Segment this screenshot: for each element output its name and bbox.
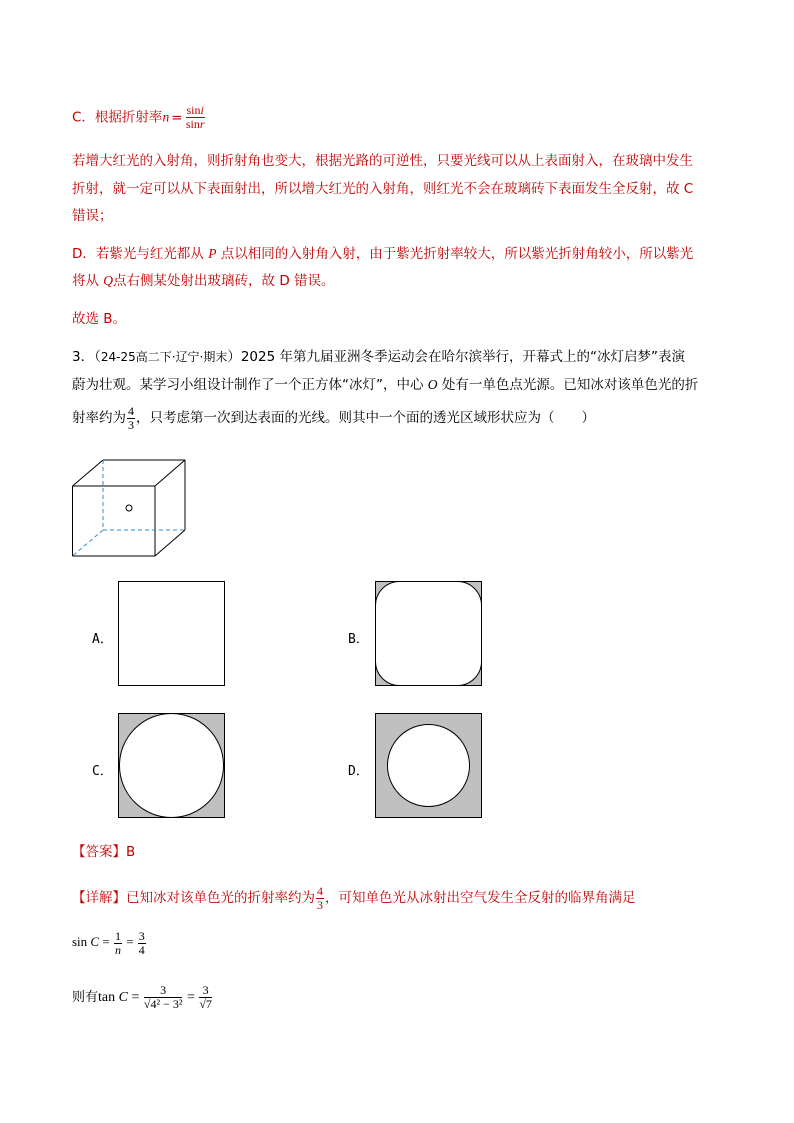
var-r: r (199, 117, 205, 131)
frac-den: n (114, 942, 121, 957)
option-d-figure (375, 713, 483, 819)
var-c: C (118, 990, 128, 1005)
solution-c-line3: 错误； (72, 208, 113, 224)
solution-c-line2: 折射，就一定可以从下表面射出，所以增大红光的入射角，则红光不会在玻璃砖下表面发生全反射，故 C (72, 181, 694, 197)
frac-num: 4 (128, 403, 134, 418)
sin-text: sin (185, 117, 200, 131)
question3-line2 (72, 378, 698, 392)
fraction-4-3 (316, 885, 324, 912)
equals-sign: = (131, 990, 140, 1005)
solution-c-line1: 若增大红光的入射角，则折射角也变大，根据光路的可逆性，只要光线可以从上表面射入，在玻璃中发生 (72, 153, 693, 169)
point-q: Q (103, 273, 114, 288)
text: 射率约为 (72, 410, 126, 426)
var-i: i (200, 103, 204, 117)
option-a-figure (118, 581, 226, 687)
frac-den: √4² − 3² (143, 997, 183, 1012)
text: 2025 年第九届亚洲冬季运动会在哈尔滨举行，开幕式上的“冰灯启梦”表演 (240, 349, 685, 365)
frac-den: 3 (128, 417, 134, 432)
text: 则有 (72, 990, 99, 1005)
option-b-figure (375, 581, 483, 687)
text: ，可知单色光从冰射出空气发生全反射的临界角满足 (325, 890, 636, 906)
inscribed-circle (120, 714, 224, 818)
detail-tag: 【详解】 (72, 890, 126, 906)
option-b-label: B． (348, 632, 369, 647)
rounded-bright-region (376, 582, 482, 686)
small-circle (388, 725, 470, 807)
answer-tag: 【答案】 (72, 844, 126, 860)
question-number: 3．（ (72, 349, 101, 365)
fraction-3-sqrt (144, 984, 183, 1011)
equation-tanc (72, 984, 213, 1012)
question-source: 24-25高二下·辽宁·期末 (100, 350, 228, 364)
answer-value: B (126, 844, 136, 860)
fraction-3-4 (138, 930, 146, 957)
refraction-fraction (186, 104, 205, 131)
equals-sign: = (171, 109, 183, 126)
fraction-4-3 (127, 405, 135, 432)
frac-num: 1 (114, 928, 121, 943)
cube-diagram (72, 459, 188, 559)
equation-sinc (72, 928, 147, 957)
text: 已知冰对该单色光的折射率约为 (126, 890, 315, 906)
var-c: C (90, 934, 100, 949)
frac-den: 3 (317, 897, 323, 912)
equals-sign: = (186, 990, 195, 1005)
option-c-label: C． (92, 764, 113, 779)
question3-line3 (72, 404, 595, 432)
solution-c-line0 (72, 104, 206, 131)
text: D．若紫光与红光都从 (72, 246, 209, 262)
question3-line1 (72, 350, 685, 364)
option-c-figure (118, 713, 226, 819)
conclusion: 故选 B。 (72, 311, 127, 327)
solution-d-line2 (72, 274, 335, 288)
var-n: n (162, 109, 170, 125)
option-a-label: A． (92, 632, 113, 647)
text: 点右侧某处射出玻璃砖，故 D 错误。 (113, 273, 335, 289)
text: ） (227, 349, 241, 365)
option-d-label: D． (348, 764, 369, 779)
text: 点以相同的入射角入射，由于紫光折射率较大，所以紫光折射角较小，所以紫光 (216, 246, 694, 262)
text: 处有一单色点光源。已知冰对该单色光的折 (437, 377, 699, 393)
text: 蔚为壮观。某学习小组设计制作了一个正方体“冰灯”，中心 (72, 377, 428, 393)
sin-text: sin (186, 103, 201, 117)
frac-den: √7 (199, 997, 212, 1012)
tan-text: tan (98, 990, 116, 1005)
frac-num: 4 (317, 883, 323, 898)
light-source-point (126, 505, 132, 511)
fraction-3-sqrt7 (199, 984, 212, 1011)
solution-d-line1 (72, 247, 693, 261)
solution-c-label: C．根据折射率 (72, 109, 163, 126)
text: ，只考虑第一次到达表面的光线。则其中一个面的透光区域形状应为（ ） (136, 410, 595, 426)
point-o: O (427, 377, 438, 392)
fraction-1-n (114, 930, 122, 957)
frac-num: 3 (138, 928, 145, 943)
equals-sign: = (126, 934, 134, 949)
equals-sign: = (102, 934, 110, 949)
text: 将从 (72, 273, 104, 289)
frac-num: 3 (199, 984, 212, 998)
answer-line (72, 845, 135, 859)
detail-line (72, 884, 636, 912)
sin-text: sin (72, 934, 88, 949)
frac-num: 3 (144, 984, 183, 998)
frac-den: 4 (138, 942, 145, 957)
point-p: P (208, 246, 217, 261)
